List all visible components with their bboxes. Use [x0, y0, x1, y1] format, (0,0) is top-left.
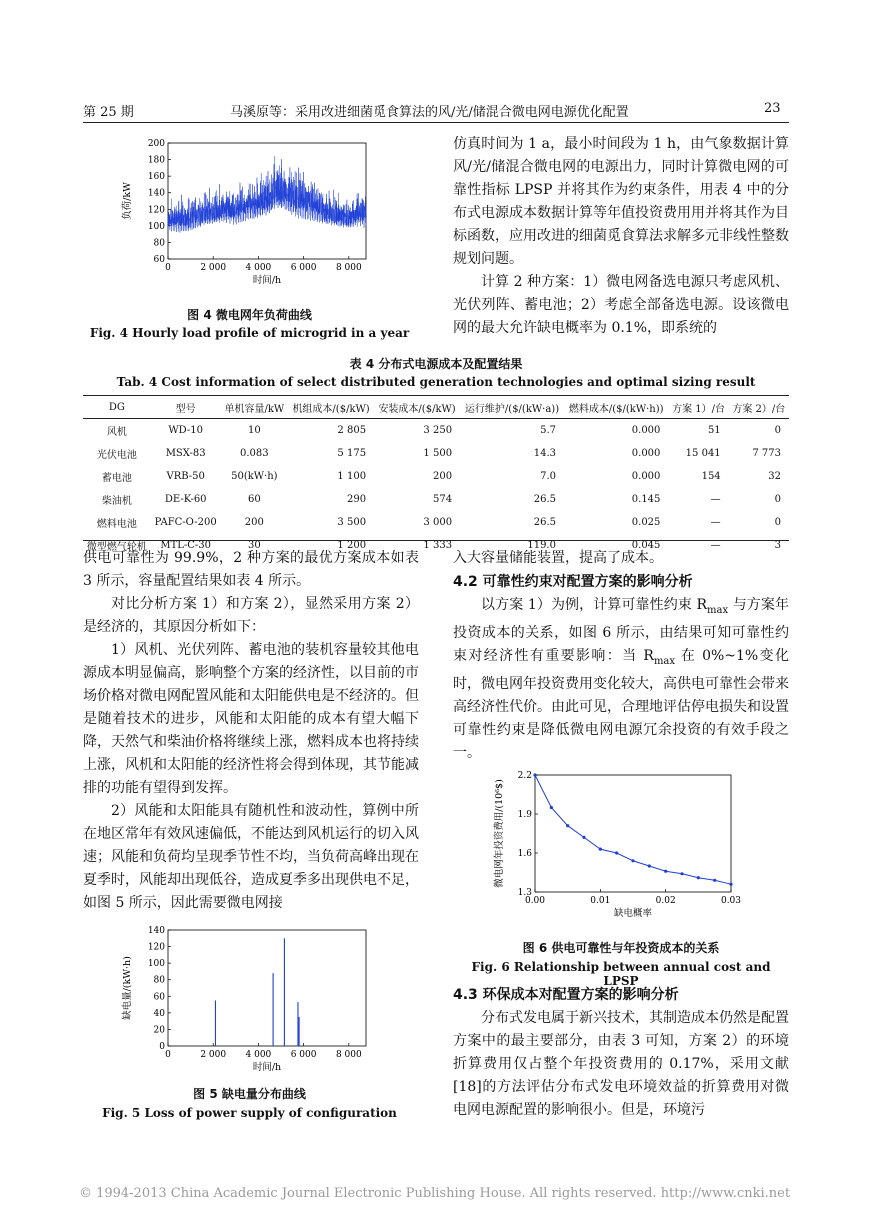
table4-cell: 1 500 [423, 448, 453, 459]
cost-point [533, 773, 536, 776]
table4-cell: 0.000 [631, 471, 661, 482]
table4-header-cell: 安装成本/($/kW) [374, 397, 460, 419]
paragraph: 仿真时间为 1 a，最小时间段为 1 h，由气象数据计算风/光/储混合微电网的电源出力，同时计算微电网的可靠性指标 LPSP 并将其作为约束条件，用表 4 中的分布式电源成本数据计算等年值投资费用用并将其作为目标函数，应用改进的细菌觅食算法求解多元非线性整数规划问题。 [453, 136, 789, 267]
table4-cell: — [710, 494, 721, 505]
table4-cell: MSX-83 [165, 448, 206, 459]
table4-cell: 119.0 [527, 540, 556, 551]
table4-cell: 3 250 [423, 425, 453, 436]
y-axis-label: 负荷/kW [122, 182, 133, 220]
header-issue: 第 25 期 [83, 105, 134, 120]
copyright-footer: © 1994-2013 China Academic Journal Electronic Publishing House. All rights reserved. http://www.cnki.net [78, 1186, 791, 1201]
fig5-chart [100, 922, 380, 1082]
table-row [83, 442, 789, 465]
table4-cell: 7 773 [752, 448, 781, 459]
table4-cell: 风机 [106, 427, 127, 438]
x-tick-label: 0.01 [590, 896, 611, 906]
table4-cell: WD-10 [168, 425, 203, 436]
table4-cell: 26.5 [533, 517, 556, 528]
table4-header-cell: DG [83, 397, 151, 419]
table4-header-cell: 运行维护/($/(kW·a)) [460, 397, 564, 419]
figure-5 [100, 922, 380, 1086]
table-row [83, 488, 789, 511]
table4-header-cell: 型号 [151, 397, 221, 419]
fig4-chart [100, 135, 380, 300]
fig6-caption-en: Fig. 6 Relationship between annual cost and LPSP [471, 960, 771, 988]
table4-cell: 0.025 [631, 517, 661, 528]
table4-caption-en: Tab. 4 Cost information of select distributed generation technologies and optimal sizing result [116, 375, 756, 389]
table4-caption-cn: 表 4 分布式电源成本及配置结果 [349, 357, 523, 371]
y-tick-label: 100 [147, 221, 165, 232]
cost-point [648, 864, 651, 867]
table4-cell: 7.0 [540, 471, 556, 482]
cost-point [631, 859, 634, 862]
table4-cell: 微型燃气轮机 [86, 542, 147, 553]
table4-header-cell: 机组成本/($/kW) [288, 397, 374, 419]
y-tick-label: 1.3 [517, 888, 532, 898]
x-tick-label: 2 000 [200, 1050, 227, 1060]
table4-cell: 柴油机 [101, 496, 132, 507]
table4-cell: 50(kW·h) [231, 471, 278, 482]
cost-point [713, 879, 716, 882]
figure-6 [490, 765, 750, 934]
cost-point [566, 824, 569, 827]
table-row [83, 419, 789, 443]
table4-cell: 2 805 [337, 425, 367, 436]
table4-cell: 0.083 [240, 448, 269, 459]
paragraph: 对比分析方案 1）和方案 2），显然采用方案 2）是经济的，其原因分析如下： [83, 596, 419, 635]
right-column-top-text [453, 133, 789, 340]
plot-frame [535, 775, 731, 892]
table4-cell: DE-K-60 [164, 494, 207, 505]
table4-cell: 3 [774, 540, 781, 551]
table4-cell: 154 [701, 471, 721, 482]
fig4-caption-en: Fig. 4 Hourly load profile of microgrid in a year [89, 326, 410, 340]
cost-point [550, 806, 553, 809]
x-tick-label: 4 000 [245, 1050, 272, 1060]
y-tick-label: 1.9 [517, 810, 532, 820]
y-tick-label: 60 [153, 992, 165, 1003]
table4-cell: 26.5 [533, 494, 556, 505]
table4-cell: 0.145 [631, 494, 661, 505]
y-tick-label: 180 [147, 155, 165, 166]
table4-cell: 60 [247, 494, 261, 505]
paragraph: 计算 2 种方案：1）微电网备选电源只考虑风机、光伏列阵、蓄电池；2）考虑全部备选电源。设该微电网的最大允许缺电概率为 0.1%，即系统的 [453, 274, 789, 336]
cost-point [664, 870, 667, 873]
y-tick-label: 160 [147, 172, 165, 183]
table4-cell: 3 500 [337, 517, 367, 528]
cost-series-line [535, 775, 731, 884]
y-tick-label: 20 [153, 1025, 165, 1036]
x-tick-label: 0.02 [655, 896, 676, 906]
y-tick-label: 120 [147, 205, 165, 216]
paragraph: 2）风能和太阳能具有随机性和波动性，算例中所在地区常年有效风速偏低，不能达到风机运行的切入风速；风能和负荷均呈现季节性不均，当负荷高峰出现在夏季时，风能却出现低谷，造成夏季多出现供电不足，如图 5 所示，因此需要微电网接 [83, 803, 419, 911]
y-tick-label: 100 [147, 959, 165, 970]
table4-cell: — [710, 517, 721, 528]
table-4 [83, 397, 789, 557]
y-axis-label: 微电网年投资费用/(10⁶$) [494, 779, 505, 888]
y-tick-label: 0 [159, 1042, 165, 1052]
paragraph: 入大容量储能装置，提高了成本。 [453, 550, 663, 566]
x-axis-label: 时间/h [252, 275, 282, 286]
table4-cell: 200 [244, 517, 264, 528]
table4-cell: 5 175 [337, 448, 367, 459]
plot-frame [168, 930, 366, 1046]
x-tick-label: 6 000 [290, 1050, 317, 1060]
table4-cell: 14.3 [533, 448, 556, 459]
table4-cell: VRB-50 [166, 471, 205, 482]
table-row [83, 465, 789, 488]
left-column-text [83, 547, 419, 915]
x-tick-label: 8 000 [335, 263, 362, 273]
table4-header-cell: 燃料成本/($/(kW·h)) [564, 397, 668, 419]
x-tick-label: 0.03 [720, 896, 742, 906]
table4-cell: 1 100 [337, 471, 367, 482]
header-rule [83, 122, 789, 123]
table4-header-cell: 方案 2）/台 [729, 397, 789, 419]
table4-cell: 0.000 [631, 425, 661, 436]
table4-top-rule [83, 395, 789, 396]
table4-cell: 0 [774, 425, 781, 436]
table4-cell: 1 200 [337, 540, 367, 551]
table4-cell: 32 [768, 471, 781, 482]
y-tick-label: 2.2 [517, 771, 532, 781]
table4-cell: 0.000 [631, 448, 661, 459]
table4-cell: MTL-C-30 [160, 540, 212, 551]
x-tick-label: 6 000 [290, 263, 317, 273]
y-tick-label: 140 [147, 188, 165, 199]
y-tick-label: 80 [153, 975, 165, 986]
table4-cell: 30 [247, 540, 261, 551]
section-4-2-heading: 4.2 可靠性约束对配置方案的影响分析 [453, 574, 693, 590]
paragraph: 以方案 1）为例，计算可靠性约束 $R_{max}$ 与方案年投资成本的关系，如图 6 所示，由结果可知可靠性约束对经济性有重要影响：当 $R_{max}$ 在 0%~1%变化时，微电网年投资费用变化较大，高供电可靠性会带来高经济性代价。由此可见，合理地评估停电损失和设置可靠性约束是降低微电网电源冗余投资的有效手段之一。 [453, 597, 789, 761]
header-page-number: 23 [764, 101, 781, 116]
fig6-chart [490, 765, 750, 930]
cost-point [599, 848, 602, 851]
y-tick-label: 60 [153, 255, 165, 265]
table4-cell: 200 [432, 471, 453, 482]
fig5-caption-cn: 图 5 缺电量分布曲线 [193, 1087, 306, 1101]
cost-point [680, 872, 683, 875]
table4-cell: 290 [346, 494, 367, 505]
y-tick-label: 80 [153, 238, 165, 249]
table4-cell: 0 [774, 517, 781, 528]
table4-cell: 51 [707, 425, 721, 436]
x-axis-label: 缺电概率 [613, 908, 653, 919]
fig5-caption-en: Fig. 5 Loss of power supply of configuration [102, 1106, 397, 1120]
y-tick-label: 200 [147, 139, 165, 149]
section-4-2-text [453, 594, 789, 765]
table4-cell: 15 041 [685, 448, 721, 459]
y-tick-label: 40 [153, 1008, 165, 1019]
load-series-line [168, 156, 366, 233]
table4-cell: 5.7 [540, 425, 556, 436]
table4-cell: PAFC-O-200 [154, 517, 217, 528]
table4-cell: 0 [774, 494, 781, 505]
table4-cell: 蓄电池 [101, 473, 132, 484]
y-tick-label: 120 [147, 942, 165, 953]
fig6-caption-cn: 图 6 供电可靠性与年投资成本的关系 [522, 941, 720, 955]
table4-cell: 0.045 [631, 540, 661, 551]
paragraph: 1）风机、光伏列阵、蓄电池的装机容量较其他电源成本明显偏高，影响整个方案的经济性，以目前的市场价格对微电网配置风能和太阳能供电是不经济的。但是随着技术的进步，风能和太阳能的成本有望大幅下降，天然气和柴油价格将继续上涨，燃料成本也将持续上涨，风机和太阳能的经济性将会得到体现，其节能减排的功能有望得到发挥。 [83, 642, 419, 796]
cost-point [697, 876, 700, 879]
table4-cell: — [710, 540, 721, 551]
x-tick-label: 0.00 [524, 896, 546, 906]
section-4-3-heading: 4.3 环保成本对配置方案的影响分析 [453, 987, 679, 1003]
x-tick-label: 0 [165, 263, 171, 273]
y-axis-label: 缺电量/(kW·h) [122, 956, 133, 1020]
table-row [83, 511, 789, 534]
y-tick-label: 1.6 [517, 849, 532, 859]
figure-4 [100, 135, 380, 304]
header-title: 马溪原等：采用改进细菌觅食算法的风/光/储混合微电网电源优化配置 [230, 105, 629, 120]
y-tick-label: 140 [147, 926, 165, 936]
table4-cell: 574 [432, 494, 453, 505]
paragraph: 分布式发电属于新兴技术，其制造成本仍然是配置方案中的最主要部分，由表 3 可知，方案 2）的环境折算费用仅占整个年投资费用的 0.17%，采用文献[18]的方法评估分布式发电环境效益的折算费用对微电网电源配置的影响很小。但是，环境污 [453, 1010, 789, 1118]
table4-cell: 3 000 [423, 517, 453, 528]
right-column-mid-text [453, 547, 789, 570]
table4-cell: 燃料电池 [96, 519, 137, 530]
x-tick-label: 4 000 [245, 263, 272, 273]
table4-header-cell: 方案 1）/台 [668, 397, 728, 419]
x-tick-label: 8 000 [335, 1050, 362, 1060]
fig4-caption-cn: 图 4 微电网年负荷曲线 [187, 308, 312, 322]
cost-point [582, 836, 585, 839]
x-tick-label: 2 000 [200, 263, 227, 273]
x-axis-label: 时间/h [252, 1062, 282, 1073]
table4-cell: 光伏电池 [96, 450, 137, 461]
table4-cell: 10 [247, 425, 261, 436]
paragraph: 供电可靠性为 99.9%，2 种方案的最优方案成本如表 3 所示，容量配置结果如表 4 所示。 [83, 550, 419, 589]
table4-header-cell: 单机容量/kW [221, 397, 288, 419]
cost-point [615, 851, 618, 854]
cost-point [729, 883, 732, 886]
table4-bottom-rule [83, 540, 789, 541]
x-tick-label: 0 [165, 1050, 171, 1060]
section-4-3-text [453, 1007, 789, 1122]
table4-cell: 1 333 [423, 540, 453, 551]
